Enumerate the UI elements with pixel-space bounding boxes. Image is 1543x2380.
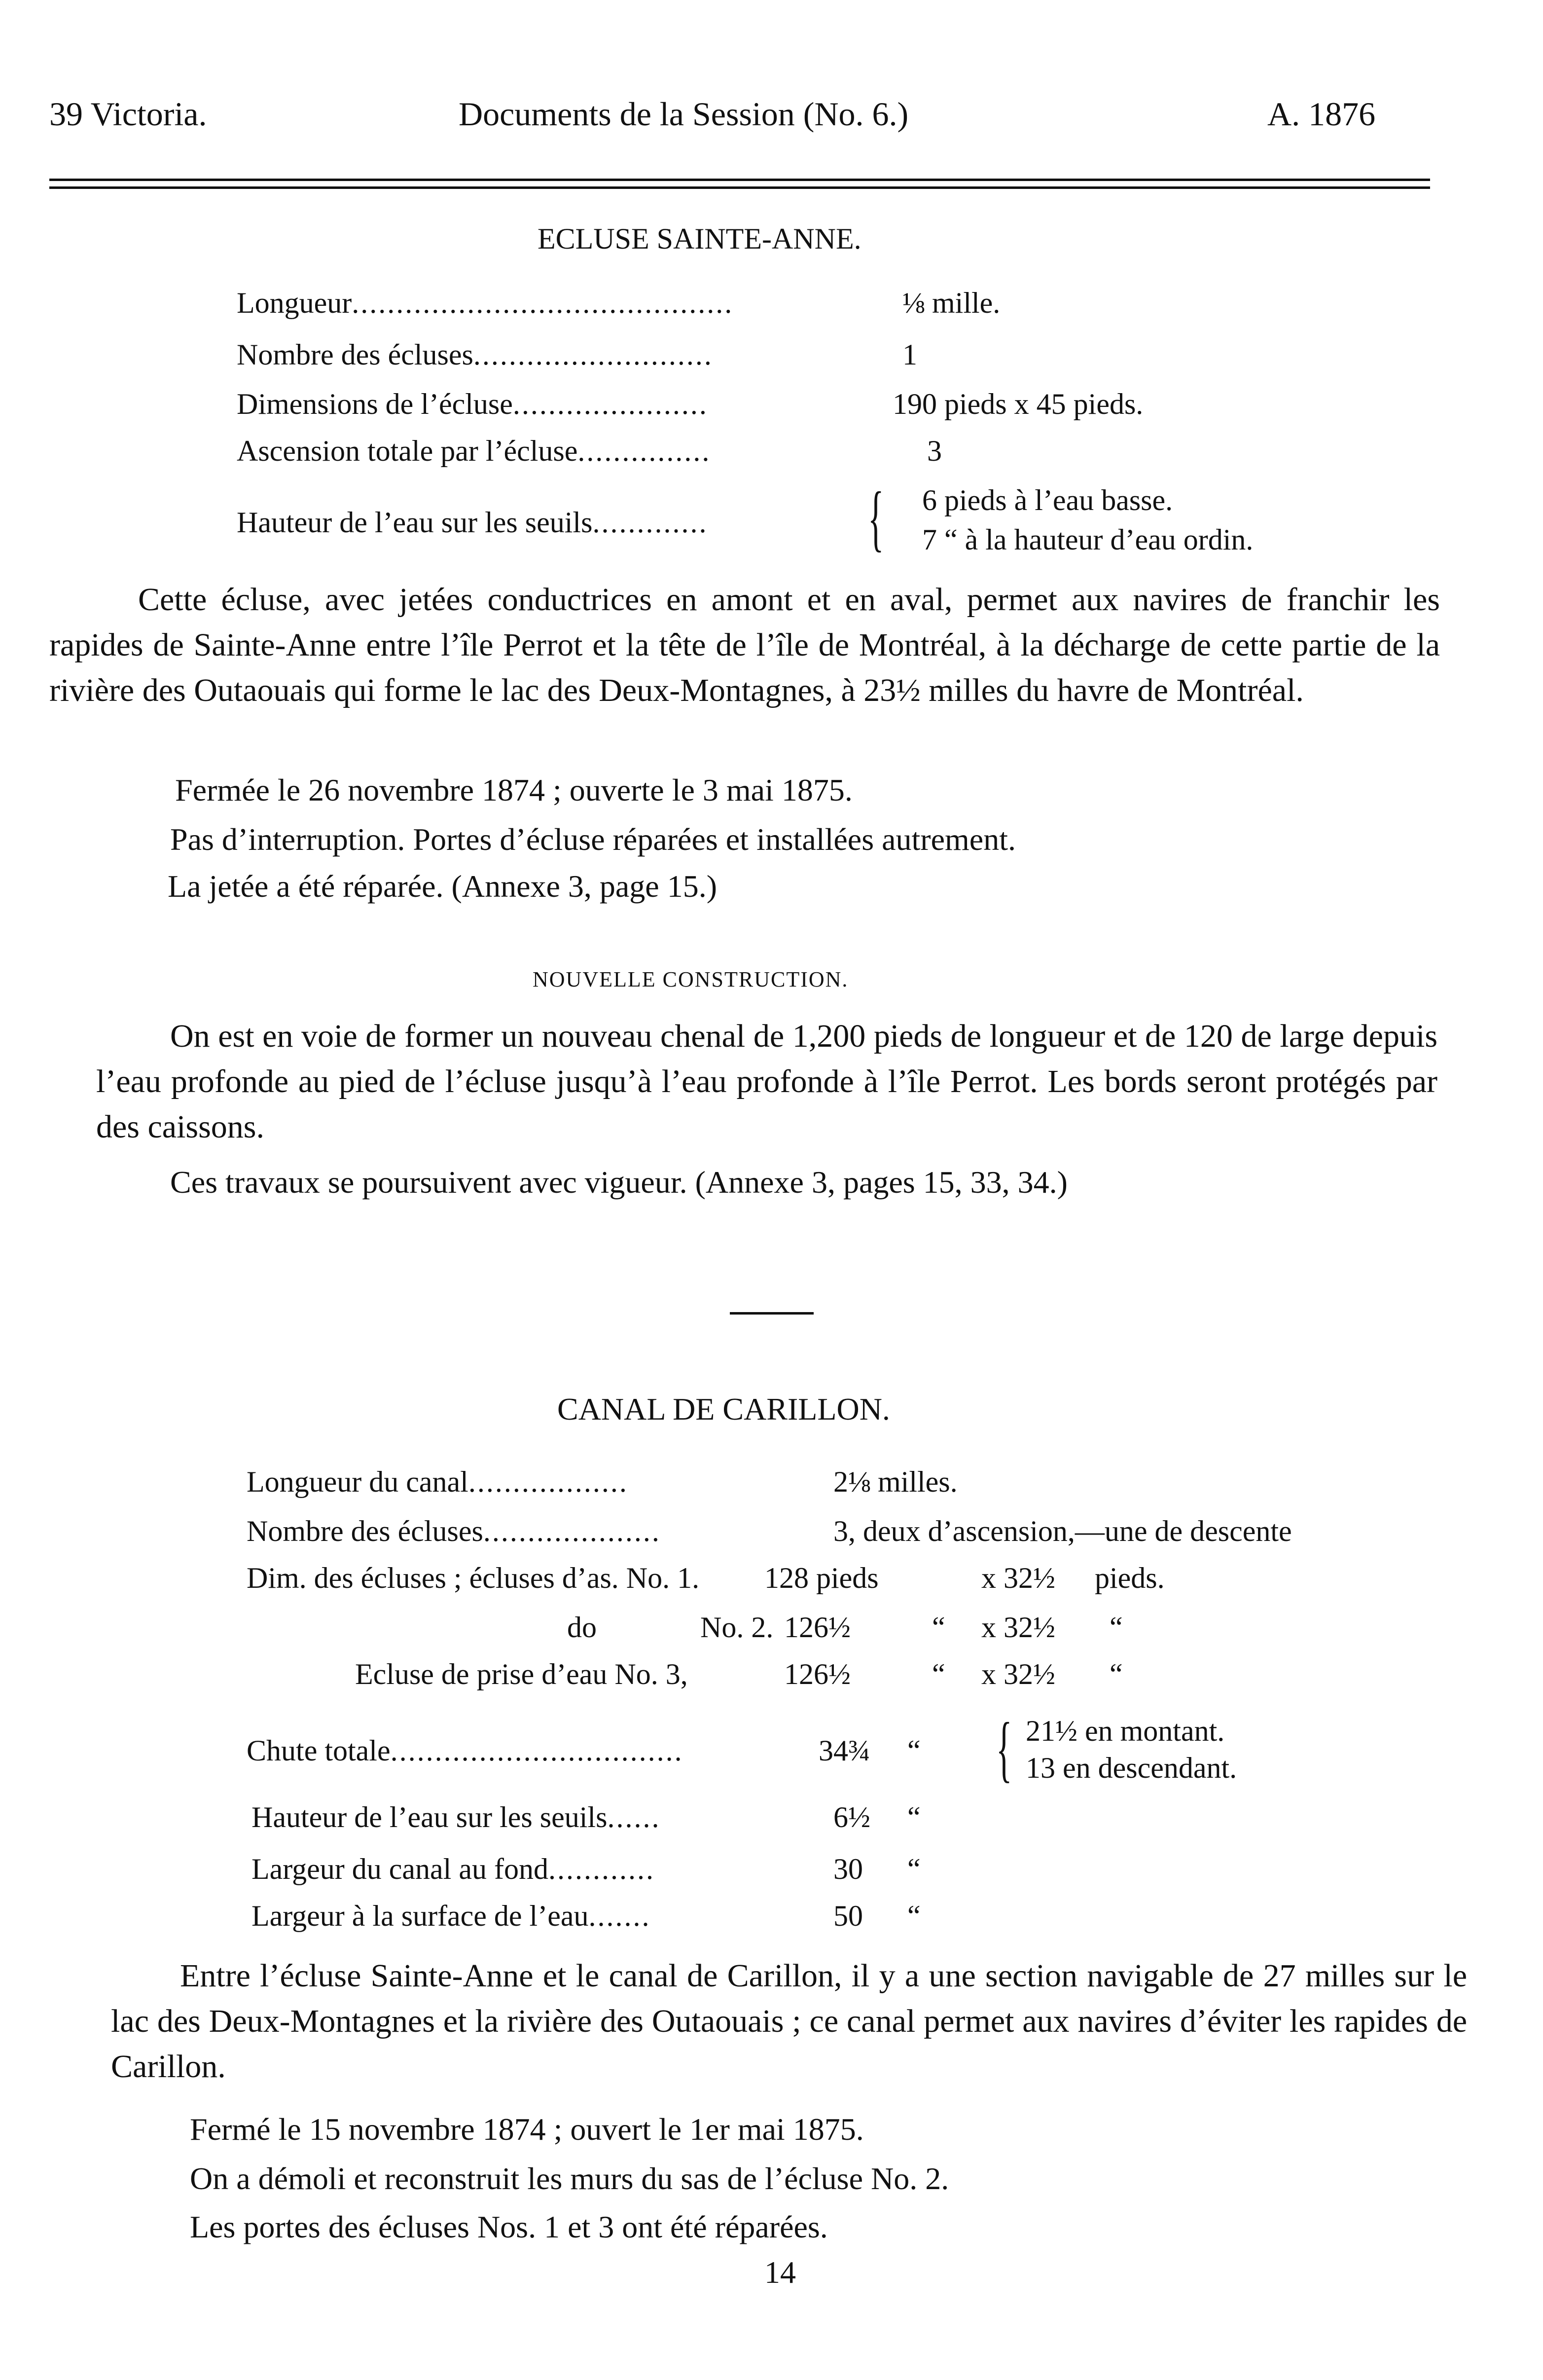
carillon-dim2-no: No. 2. [700, 1611, 774, 1644]
carillon-value-nombre: 3, deux d’ascension,—une de descente [833, 1515, 1292, 1547]
ditto-mark: “ [1110, 1658, 1123, 1690]
spec-row-longueur [237, 286, 733, 320]
dot-leader: .................... [483, 1515, 661, 1547]
carillon-value-fond: 30 [833, 1853, 863, 1885]
carillon-value-chute: 34¾ [819, 1734, 870, 1767]
dot-leader: ............. [592, 506, 708, 539]
spec-value-longueur: ⅛ mille. [902, 287, 1001, 319]
dot-leader: .................. [468, 1465, 628, 1498]
carillon-dim2-x: x 32½ [981, 1611, 1055, 1644]
header-right: A. 1876 [1267, 95, 1376, 133]
spec-row-dimensions [237, 387, 708, 421]
carillon-row-longueur [247, 1465, 628, 1499]
brace-icon: { [996, 1708, 1012, 1790]
spec-value-ascension: 3 [927, 435, 942, 467]
ditto-mark: “ [907, 1853, 921, 1885]
spec-row-nombre [237, 338, 713, 372]
dot-leader: ...... [607, 1801, 661, 1833]
carillon-dim3-x: x 32½ [981, 1658, 1055, 1690]
spec-label: Nombre des écluses [237, 338, 473, 371]
carillon-row-surface [251, 1899, 650, 1933]
ecluse-fermee: Fermée le 26 novembre 1874 ; ouverte le 3 mai 1875. [175, 772, 853, 807]
carillon-dim2-value: 126½ [784, 1611, 851, 1644]
carillon-dim1-unit: pieds. [1095, 1562, 1165, 1594]
dot-leader: ........................... [473, 338, 713, 371]
ecluse-jetee: La jetée a été réparée. (Annexe 3, page 15.) [168, 869, 717, 904]
carillon-ferme: Fermé le 15 novembre 1874 ; ouvert le 1er mai 1875. [190, 2112, 864, 2147]
carillon-dim1-value: 128 pieds [764, 1562, 879, 1594]
dot-leader: ............... [577, 435, 711, 467]
header-rule-top [49, 179, 1430, 181]
spec-row-hauteur [237, 506, 708, 540]
carillon-value-surface: 50 [833, 1900, 863, 1932]
spec-label: Hauteur de l’eau sur les seuils [251, 1801, 608, 1833]
chute-line-2: 13 en descendant. [1026, 1752, 1237, 1784]
ditto-mark: “ [907, 1801, 921, 1833]
carillon-dim2-label: do [567, 1611, 597, 1644]
header-left: 39 Victoria. [49, 95, 207, 133]
page-number: 14 [764, 2255, 796, 2290]
dot-leader: ........................................... [352, 287, 734, 319]
carillon-dim1-label: Dim. des écluses ; écluses d’as. No. 1. [247, 1562, 700, 1594]
section-title-ecluse: ECLUSE SAINTE-ANNE. [538, 222, 861, 255]
ditto-mark: “ [907, 1734, 921, 1767]
ditto-mark: “ [932, 1658, 945, 1690]
section-divider [730, 1312, 814, 1315]
carillon-row-nombre [247, 1514, 661, 1548]
carillon-paragraph: Entre l’écluse Sainte-Anne et le canal de Carillon, il y a une section navigable de 27 milles sur le lac des Deux-Montagnes et la rivière des Outaouais ; ce canal permet aux navires d’éviter les rapides de Carillon. [111, 1958, 1467, 2085]
carillon-value-longueur: 2⅛ milles. [833, 1465, 958, 1498]
spec-label: Dimensions de l’écluse [237, 388, 513, 420]
spec-label: Hauteur de l’eau sur les seuils [237, 506, 593, 539]
dot-leader: ....... [588, 1900, 651, 1932]
ditto-mark: “ [1110, 1611, 1123, 1644]
spec-label: Chute totale [247, 1734, 391, 1767]
dot-leader: ...................... [512, 388, 708, 420]
hauteur-line-2: 7 “ à la hauteur d’eau ordin. [922, 523, 1254, 556]
section-title-carillon: CANAL DE CARILLON. [557, 1391, 890, 1427]
spec-label: Largeur du canal au fond [251, 1853, 548, 1885]
spec-label: Longueur [237, 287, 352, 319]
brace-icon: { [868, 477, 884, 559]
ecluse-paragraph: Cette écluse, avec jetées conductrices en amont et en aval, permet aux navires de franchir les rapides de Sainte-Anne entre l’île Perrot et la tête de l’île de Montréal, à la décharge de cette partie de la rivière des Outaouais qui forme le lac des Deux-Montagnes, à 23½ milles du havre de Montréal. [49, 582, 1440, 708]
header-center: Documents de la Session (No. 6.) [459, 95, 909, 133]
spec-label: Largeur à la surface de l’eau [251, 1900, 589, 1932]
carillon-dim1-x: x 32½ [981, 1562, 1055, 1594]
header-rule-bottom [49, 186, 1430, 189]
spec-label: Longueur du canal [247, 1465, 468, 1498]
carillon-demoli: On a démoli et reconstruit les murs du sas de l’écluse No. 2. [190, 2161, 949, 2196]
carillon-row-seuils [251, 1800, 660, 1834]
spec-label: Ascension totale par l’écluse [237, 435, 578, 467]
spec-value-dimensions: 190 pieds x 45 pieds. [893, 388, 1144, 420]
carillon-row-chute [247, 1734, 683, 1768]
construction-paragraph: On est en voie de former un nouveau chenal de 1,200 pieds de longueur et de 120 de large depuis l’eau profonde au pied de l’écluse jusqu’à l’eau profonde à l’île Perrot. Les bords seront protégés par des caissons. [96, 1018, 1437, 1145]
ecluse-interruption: Pas d’interruption. Portes d’écluse réparées et installées autrement. [170, 822, 1016, 857]
spec-value-nombre: 1 [902, 338, 917, 371]
carillon-value-seuils: 6½ [833, 1801, 870, 1833]
spec-row-ascension [237, 434, 711, 468]
carillon-dim3-value: 126½ [784, 1658, 851, 1690]
carillon-dim3-label: Ecluse de prise d’eau No. 3, [355, 1658, 688, 1690]
construction-travaux: Ces travaux se poursuivent avec vigueur. (Annexe 3, pages 15, 33, 34.) [170, 1165, 1068, 1200]
spec-label: Nombre des écluses [247, 1515, 483, 1547]
chute-line-1: 21½ en montant. [1026, 1715, 1225, 1747]
dot-leader: ............ [548, 1853, 655, 1885]
carillon-row-fond [251, 1852, 655, 1886]
subtitle-nouvelle-construction: NOUVELLE CONSTRUCTION. [533, 967, 849, 991]
carillon-portes: Les portes des écluses Nos. 1 et 3 ont été réparées. [190, 2209, 828, 2244]
ditto-mark: “ [907, 1900, 921, 1932]
hauteur-line-1: 6 pieds à l’eau basse. [922, 484, 1173, 516]
ditto-mark: “ [932, 1611, 945, 1644]
dot-leader: ................................. [390, 1734, 683, 1767]
